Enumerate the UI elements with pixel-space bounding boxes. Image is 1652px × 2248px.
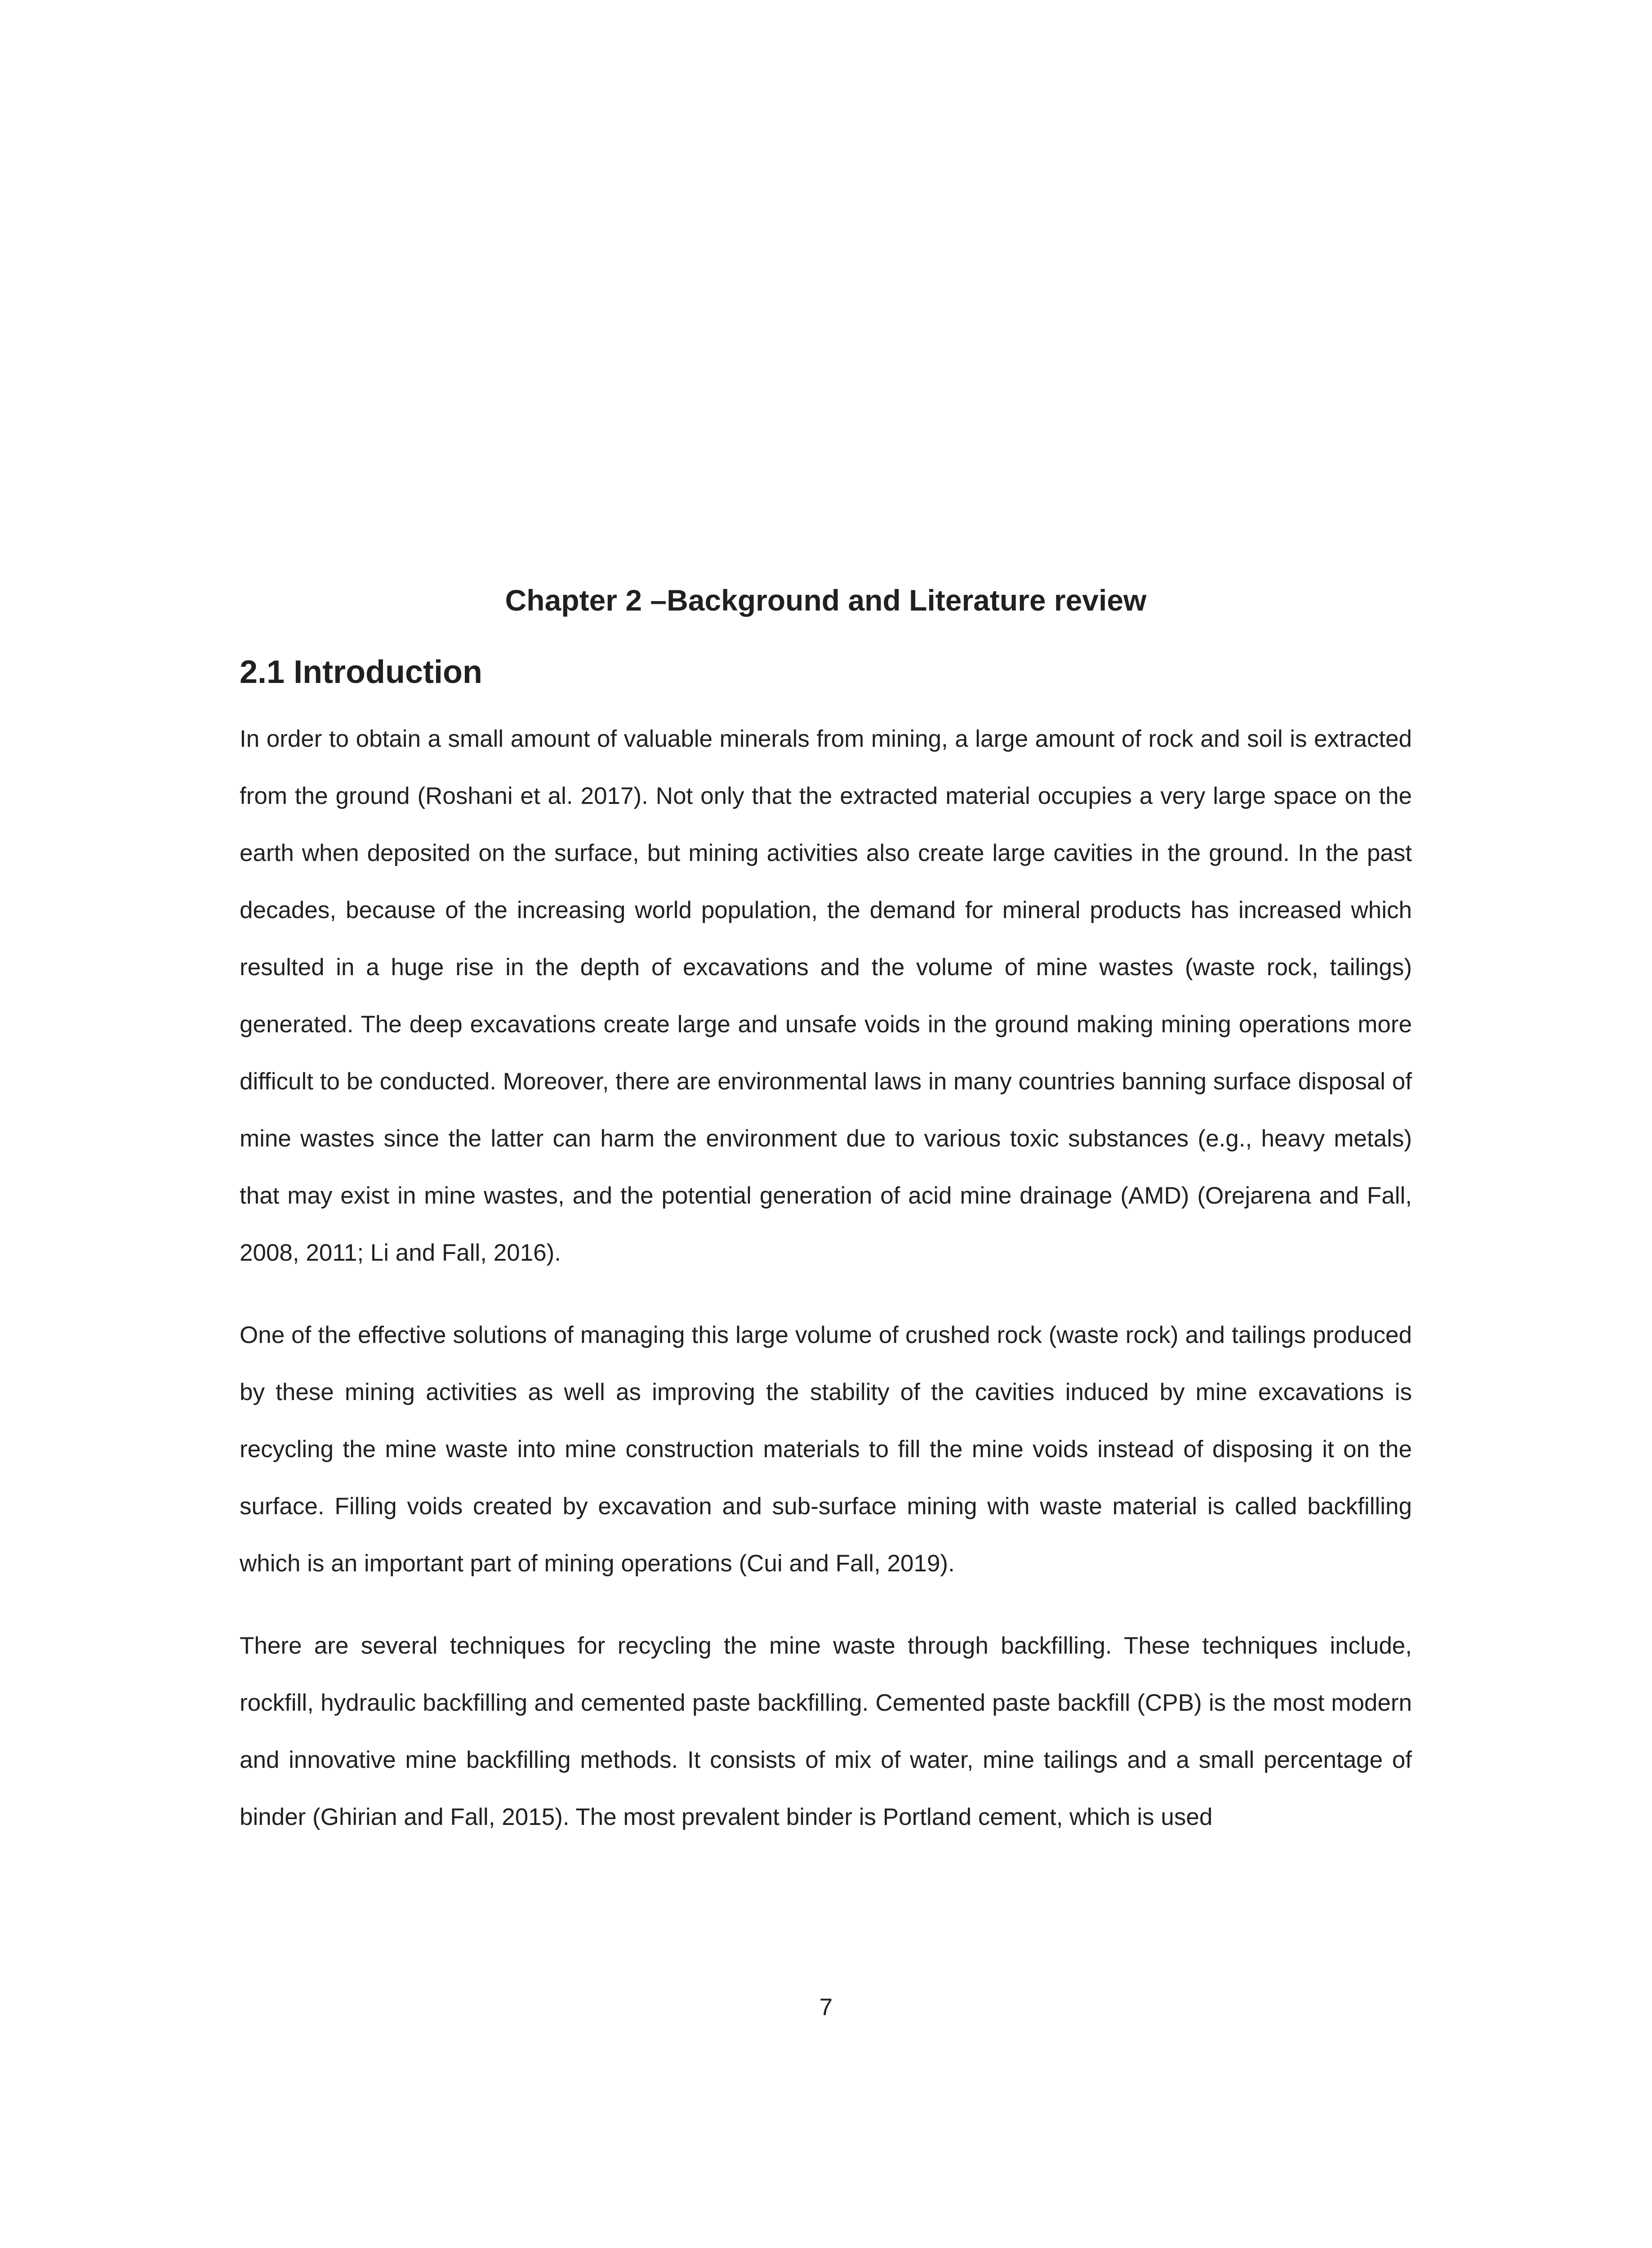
paragraph-1: In order to obtain a small amount of valuable minerals from mining, a large amount of rock and soil is extracted from the ground (Roshani et al. 2017). Not only that the extracted material occupies a very large space on the earth when deposited on the surface, but mining activities also create large cavities in the ground. In the past decades, because of the increasing world population, the demand for mineral products has increased which resulted in a huge rise in the depth of excavations and the volume of mine wastes (waste rock, tailings) generated. The deep excavations create large and unsafe voids in the ground making mining operations more difficult to be conducted. Moreover, there are environmental laws in many countries banning surface disposal of mine wastes since the latter can harm the environment due to various toxic substances (e.g., heavy metals) that may exist in mine wastes, and the potential generation of acid mine drainage (AMD) (Orejarena and Fall, 2008, 2011; Li and Fall, 2016). <box>240 726 1412 1266</box>
section-title: 2.1 Introduction <box>240 654 482 690</box>
body-text <box>240 710 1412 1871</box>
page-number: 7 <box>819 1994 833 2021</box>
chapter-title: Chapter 2 –Background and Literature review <box>505 584 1147 617</box>
paragraph-3: There are several techniques for recycling the mine waste through backfilling. These techniques include, rockfill, hydraulic backfilling and cemented paste backfilling. Cemented paste backfill (CPB) is the most modern and innovative mine backfilling methods. It consists of mix of water, mine tailings and a small percentage of binder (Ghirian and Fall, 2015). The most prevalent binder is Portland cement, which is used <box>240 1632 1412 1830</box>
paragraph-2: One of the effective solutions of managing this large volume of crushed rock (waste rock) and tailings produced by these mining activities as well as improving the stability of the cavities induced by mine excavations is recycling the mine waste into mine construction materials to fill the mine voids instead of disposing it on the surface. Filling voids created by excavation and sub-surface mining with waste material is called backfilling which is an important part of mining operations (Cui and Fall, 2019). <box>240 1322 1412 1577</box>
